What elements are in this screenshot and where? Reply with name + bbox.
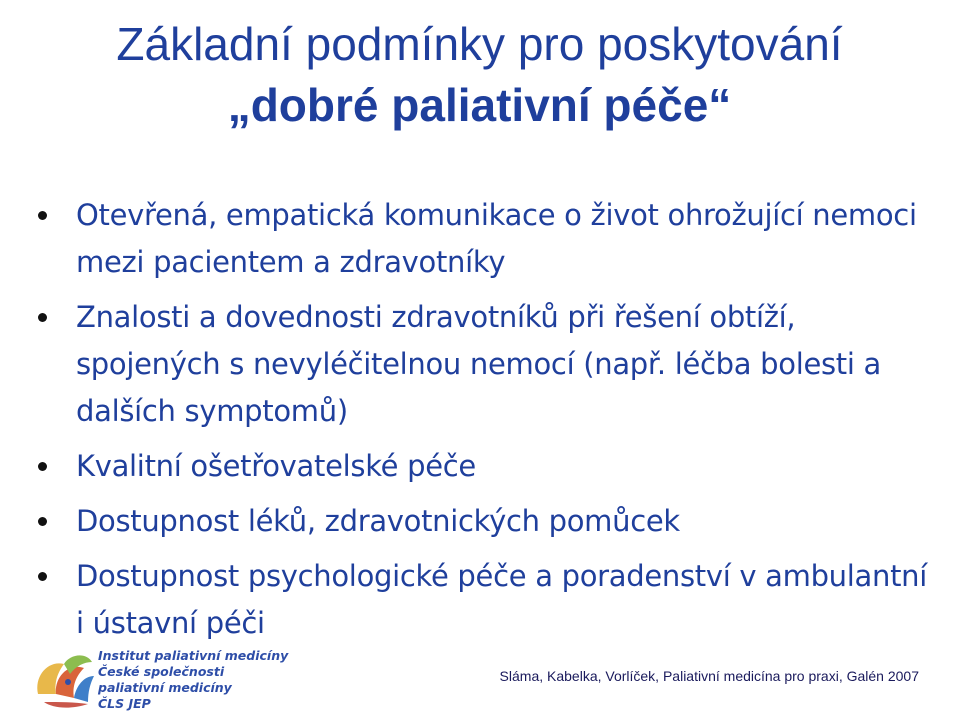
bullet-dot-icon xyxy=(38,572,47,581)
bullet-item-psychology xyxy=(34,553,934,647)
logo-line-3: paliativní medicíny xyxy=(98,680,232,695)
logo-line-1: Institut paliativní medicíny xyxy=(98,648,289,663)
logo-line-4: ČLS JEP xyxy=(98,696,151,711)
bullet-dot-icon xyxy=(38,462,47,471)
bullet-dot-icon xyxy=(38,211,47,220)
bullet-item-knowledge xyxy=(34,294,934,435)
bullet-item-medication xyxy=(34,498,934,545)
bullet-text: Otevřená, empatická komunikace o život ohrožující nemoci mezi pacientem a zdravotníky xyxy=(76,198,917,279)
title-line-2: „dobré paliativní péče“ xyxy=(227,79,732,131)
citation: Sláma, Kabelka, Vorlíček, Paliativní medicína pro praxi, Galén 2007 xyxy=(499,668,919,684)
bullet-item-communication xyxy=(34,192,934,286)
bullet-text: Znalosti a dovednosti zdravotníků při řešení obtíží, spojených s nevyléčitelnou nemocí (např. léčba bolesti a dalších symptomů) xyxy=(76,300,882,428)
logo-text xyxy=(98,648,288,712)
bullet-dot-icon xyxy=(38,313,47,322)
title-line-1: Základní podmínky pro poskytování xyxy=(116,18,843,70)
bullet-dot-icon xyxy=(38,517,47,526)
bullet-text: Dostupnost léků, zdravotnických pomůcek xyxy=(76,504,680,538)
logo-line-2: České společnosti xyxy=(98,664,225,679)
bullet-item-nursing xyxy=(34,443,934,490)
bullet-text: Dostupnost psychologické péče a poradenství v ambulantní i ústavní péči xyxy=(76,559,927,640)
slide-title xyxy=(0,14,959,136)
bullet-list xyxy=(34,192,934,655)
bullet-text: Kvalitní ošetřovatelské péče xyxy=(76,449,476,483)
